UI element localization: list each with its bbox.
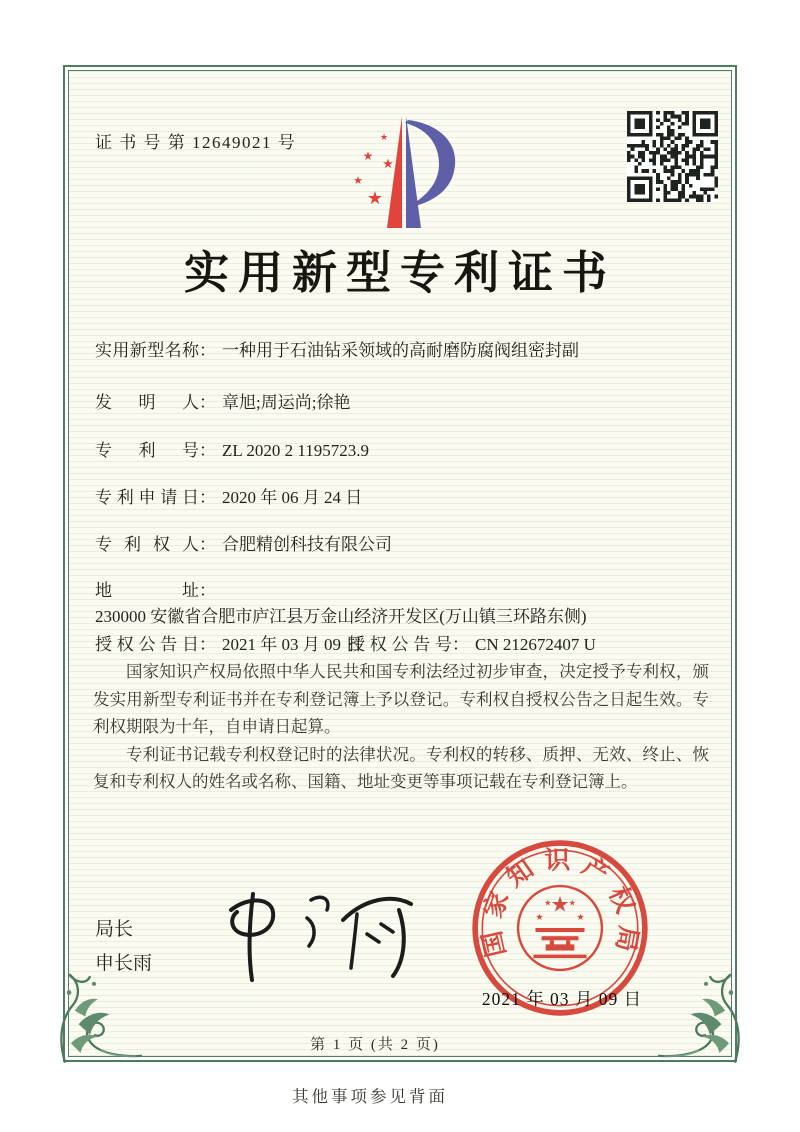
field-label: 授权公告号 bbox=[348, 635, 452, 654]
certificate-number: 证 书 号 第 12649021 号 bbox=[95, 133, 297, 152]
cnipa-logo-icon bbox=[342, 108, 462, 236]
field-row-inventors bbox=[95, 390, 711, 416]
svg-text:★: ★ bbox=[382, 157, 394, 172]
field-value: CN 212672407 U bbox=[475, 635, 596, 654]
field-colon: ： bbox=[199, 635, 216, 654]
field-colon: ： bbox=[199, 488, 216, 507]
svg-text:★: ★ bbox=[366, 188, 384, 209]
field-value: 2021 年 03 月 09 日 bbox=[222, 635, 363, 654]
legal-paragraph-1: 国家知识产权局依照中华人民共和国专利法经过初步审查，决定授予专利权，颁发实用新型专利证书并在专利登记簿上予以登记。专利权自授权公告之日起生效。专利权期限为十年，自申请日起算。 bbox=[93, 662, 709, 736]
field-colon: ： bbox=[199, 535, 216, 554]
field-value: 章旭;周运尚;徐艳 bbox=[222, 393, 351, 412]
grant-no-field bbox=[348, 632, 596, 658]
handwritten-signature-icon bbox=[215, 876, 425, 994]
field-row-grant bbox=[95, 632, 711, 658]
grant-date-field bbox=[95, 635, 362, 654]
svg-text:★: ★ bbox=[353, 174, 363, 187]
qr-code bbox=[627, 111, 718, 202]
field-colon: ： bbox=[199, 393, 216, 412]
commissioner-name: 申长雨 bbox=[95, 953, 153, 974]
svg-text:★: ★ bbox=[544, 897, 552, 908]
certificate-title: 实用新型专利证书 bbox=[183, 248, 616, 298]
seal-ring-text: 国家知识产权局 bbox=[476, 845, 644, 960]
legal-paragraph-2: 专利证书记载专利权登记时的法律状况。专利权的转移、质押、无效、终止、恢复和专利权人的姓名或名称、国籍、地址变更等事项记载在专利登记簿上。 bbox=[93, 744, 709, 791]
svg-text:★: ★ bbox=[362, 149, 374, 163]
commissioner-title: 局长 bbox=[95, 919, 134, 940]
field-row-address bbox=[95, 578, 711, 630]
svg-text:★: ★ bbox=[379, 133, 389, 143]
page-number: 第 1 页 (共 2 页) bbox=[310, 1037, 440, 1053]
field-value: 230000 安徽省合肥市庐江县万金山经济开发区(万山镇三环路东侧) bbox=[95, 607, 587, 626]
legal-text bbox=[93, 658, 709, 796]
field-label: 发明人 bbox=[95, 393, 199, 412]
field-value: 一种用于石油钻采领域的高耐磨防腐阀组密封副 bbox=[222, 341, 579, 360]
field-row-patentee bbox=[95, 532, 711, 558]
field-label: 专利权人 bbox=[95, 535, 199, 554]
back-note: 其他事项参见背面 bbox=[292, 1087, 448, 1106]
svg-text:★: ★ bbox=[568, 897, 576, 908]
field-label: 实用新型名称 bbox=[95, 341, 199, 360]
field-label: 专利申请日 bbox=[95, 488, 199, 507]
svg-text:★: ★ bbox=[550, 892, 570, 918]
field-colon: ： bbox=[199, 441, 216, 460]
field-value: ZL 2020 2 1195723.9 bbox=[222, 441, 370, 460]
field-value: 合肥精创科技有限公司 bbox=[222, 535, 392, 554]
svg-text:★: ★ bbox=[535, 911, 544, 923]
field-label: 地址 bbox=[95, 581, 199, 600]
field-colon: ： bbox=[199, 341, 216, 360]
field-value: 2020 年 06 月 24 日 bbox=[222, 488, 363, 507]
field-colon: ： bbox=[199, 581, 216, 600]
field-row-name bbox=[95, 338, 711, 364]
field-row-filing-date bbox=[95, 485, 711, 511]
field-row-patent-no bbox=[95, 438, 711, 464]
field-colon: ： bbox=[452, 635, 469, 654]
svg-text:★: ★ bbox=[576, 911, 585, 923]
field-label: 专利号 bbox=[95, 441, 199, 460]
seal-date: 2021 年 03 月 09 日 bbox=[481, 989, 643, 1009]
field-label: 授权公告日 bbox=[95, 635, 199, 654]
